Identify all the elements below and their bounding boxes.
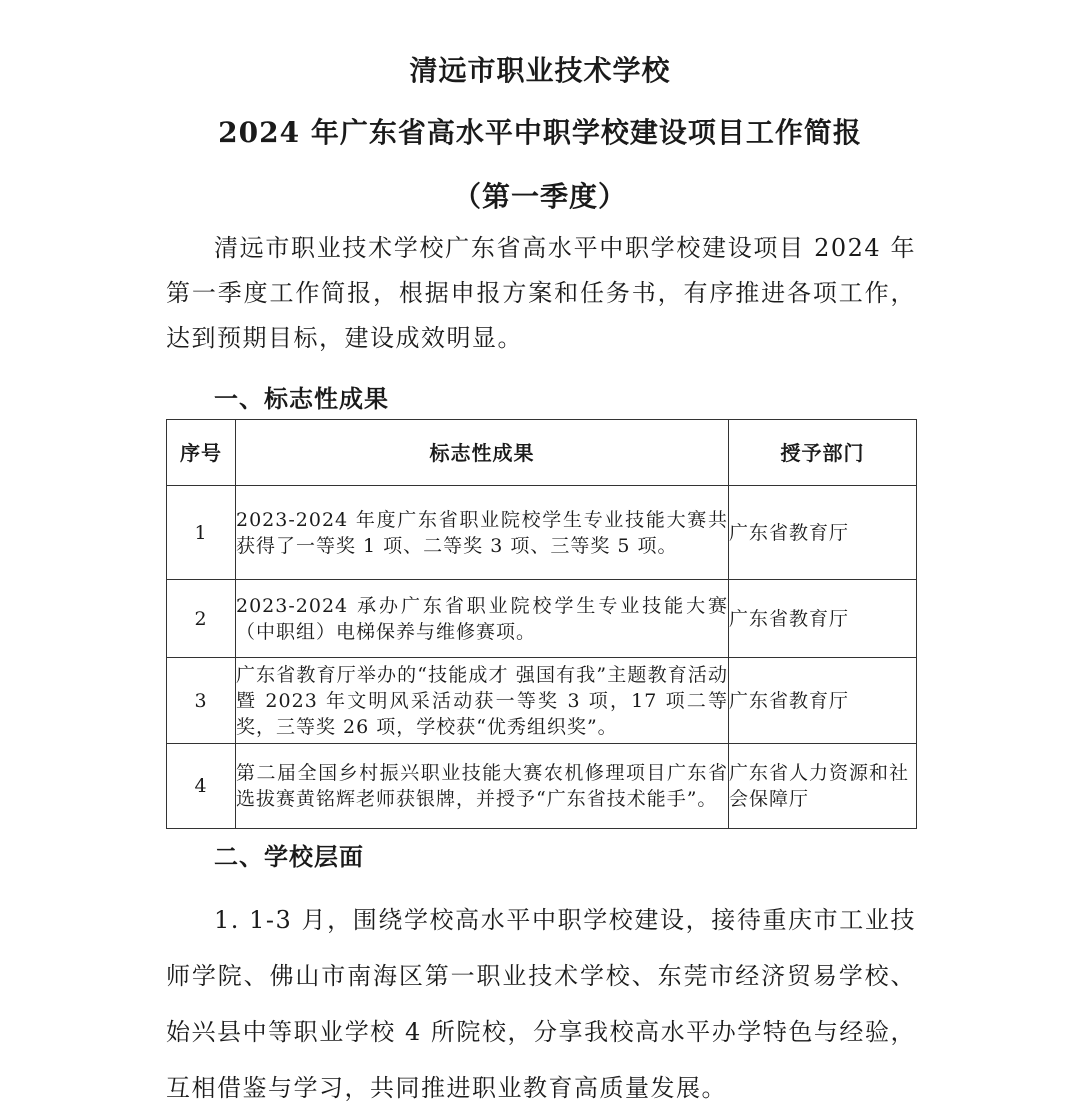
table-row bbox=[167, 486, 917, 580]
row-achievement: 2023-2024 年度广东省职业院校学生专业技能大赛共获得了一等奖 1 项、二等奖 3 项、三等奖 5 项。 bbox=[236, 486, 729, 580]
row-department: 广东省教育厅 bbox=[729, 580, 917, 658]
row-achievement: 2023-2024 承办广东省职业院校学生专业技能大赛（中职组）电梯保养与维修赛项。 bbox=[236, 580, 729, 658]
column-header-index: 序号 bbox=[167, 420, 236, 486]
row-index: 2 bbox=[167, 580, 236, 658]
section-heading-achievements: 一、标志性成果 bbox=[214, 384, 389, 413]
school-name-title: 清远市职业技术学校 bbox=[409, 54, 671, 87]
section-heading-school-level: 二、学校层面 bbox=[214, 842, 364, 871]
row-index: 3 bbox=[167, 658, 236, 744]
row-index: 4 bbox=[167, 744, 236, 829]
row-department: 广东省教育厅 bbox=[729, 658, 917, 744]
achievements-table bbox=[166, 419, 917, 829]
table-row bbox=[167, 658, 917, 744]
column-header-achievement: 标志性成果 bbox=[236, 420, 729, 486]
row-achievement: 第二届全国乡村振兴职业技能大赛农机修理项目广东省选拔赛黄铭辉老师获银牌，并授予“广东省技术能手”。 bbox=[236, 744, 729, 829]
table-header-row bbox=[167, 420, 917, 486]
row-department: 广东省教育厅 bbox=[729, 486, 917, 580]
table-row bbox=[167, 580, 917, 658]
report-title: 2024 年广东省高水平中职学校建设项目工作简报 bbox=[218, 116, 862, 149]
school-level-paragraph: 1. 1-3 月，围绕学校高水平中职学校建设，接待重庆市工业技师学院、佛山市南海区第一职业技术学校、东莞市经济贸易学校、始兴县中等职业学校 4 所院校，分享我校高水平办学特色与经验，互相借鉴与学习，共同推进职业教育高质量发展。 bbox=[166, 906, 916, 1102]
table-row bbox=[167, 744, 917, 829]
column-header-department: 授予部门 bbox=[729, 420, 917, 486]
quarter-subtitle: （第一季度） bbox=[452, 180, 627, 213]
intro-paragraph: 清远市职业技术学校广东省高水平中职学校建设项目 2024 年第一季度工作简报，根据申报方案和任务书，有序推进各项工作，达到预期目标，建设成效明显。 bbox=[166, 234, 916, 352]
row-index: 1 bbox=[167, 486, 236, 580]
row-department: 广东省人力资源和社会保障厅 bbox=[729, 744, 917, 829]
row-achievement: 广东省教育厅举办的“技能成才 强国有我”主题教育活动暨 2023 年文明风采活动获一等奖 3 项，17 项二等奖，三等奖 26 项，学校获“优秀组织奖”。 bbox=[236, 658, 729, 744]
